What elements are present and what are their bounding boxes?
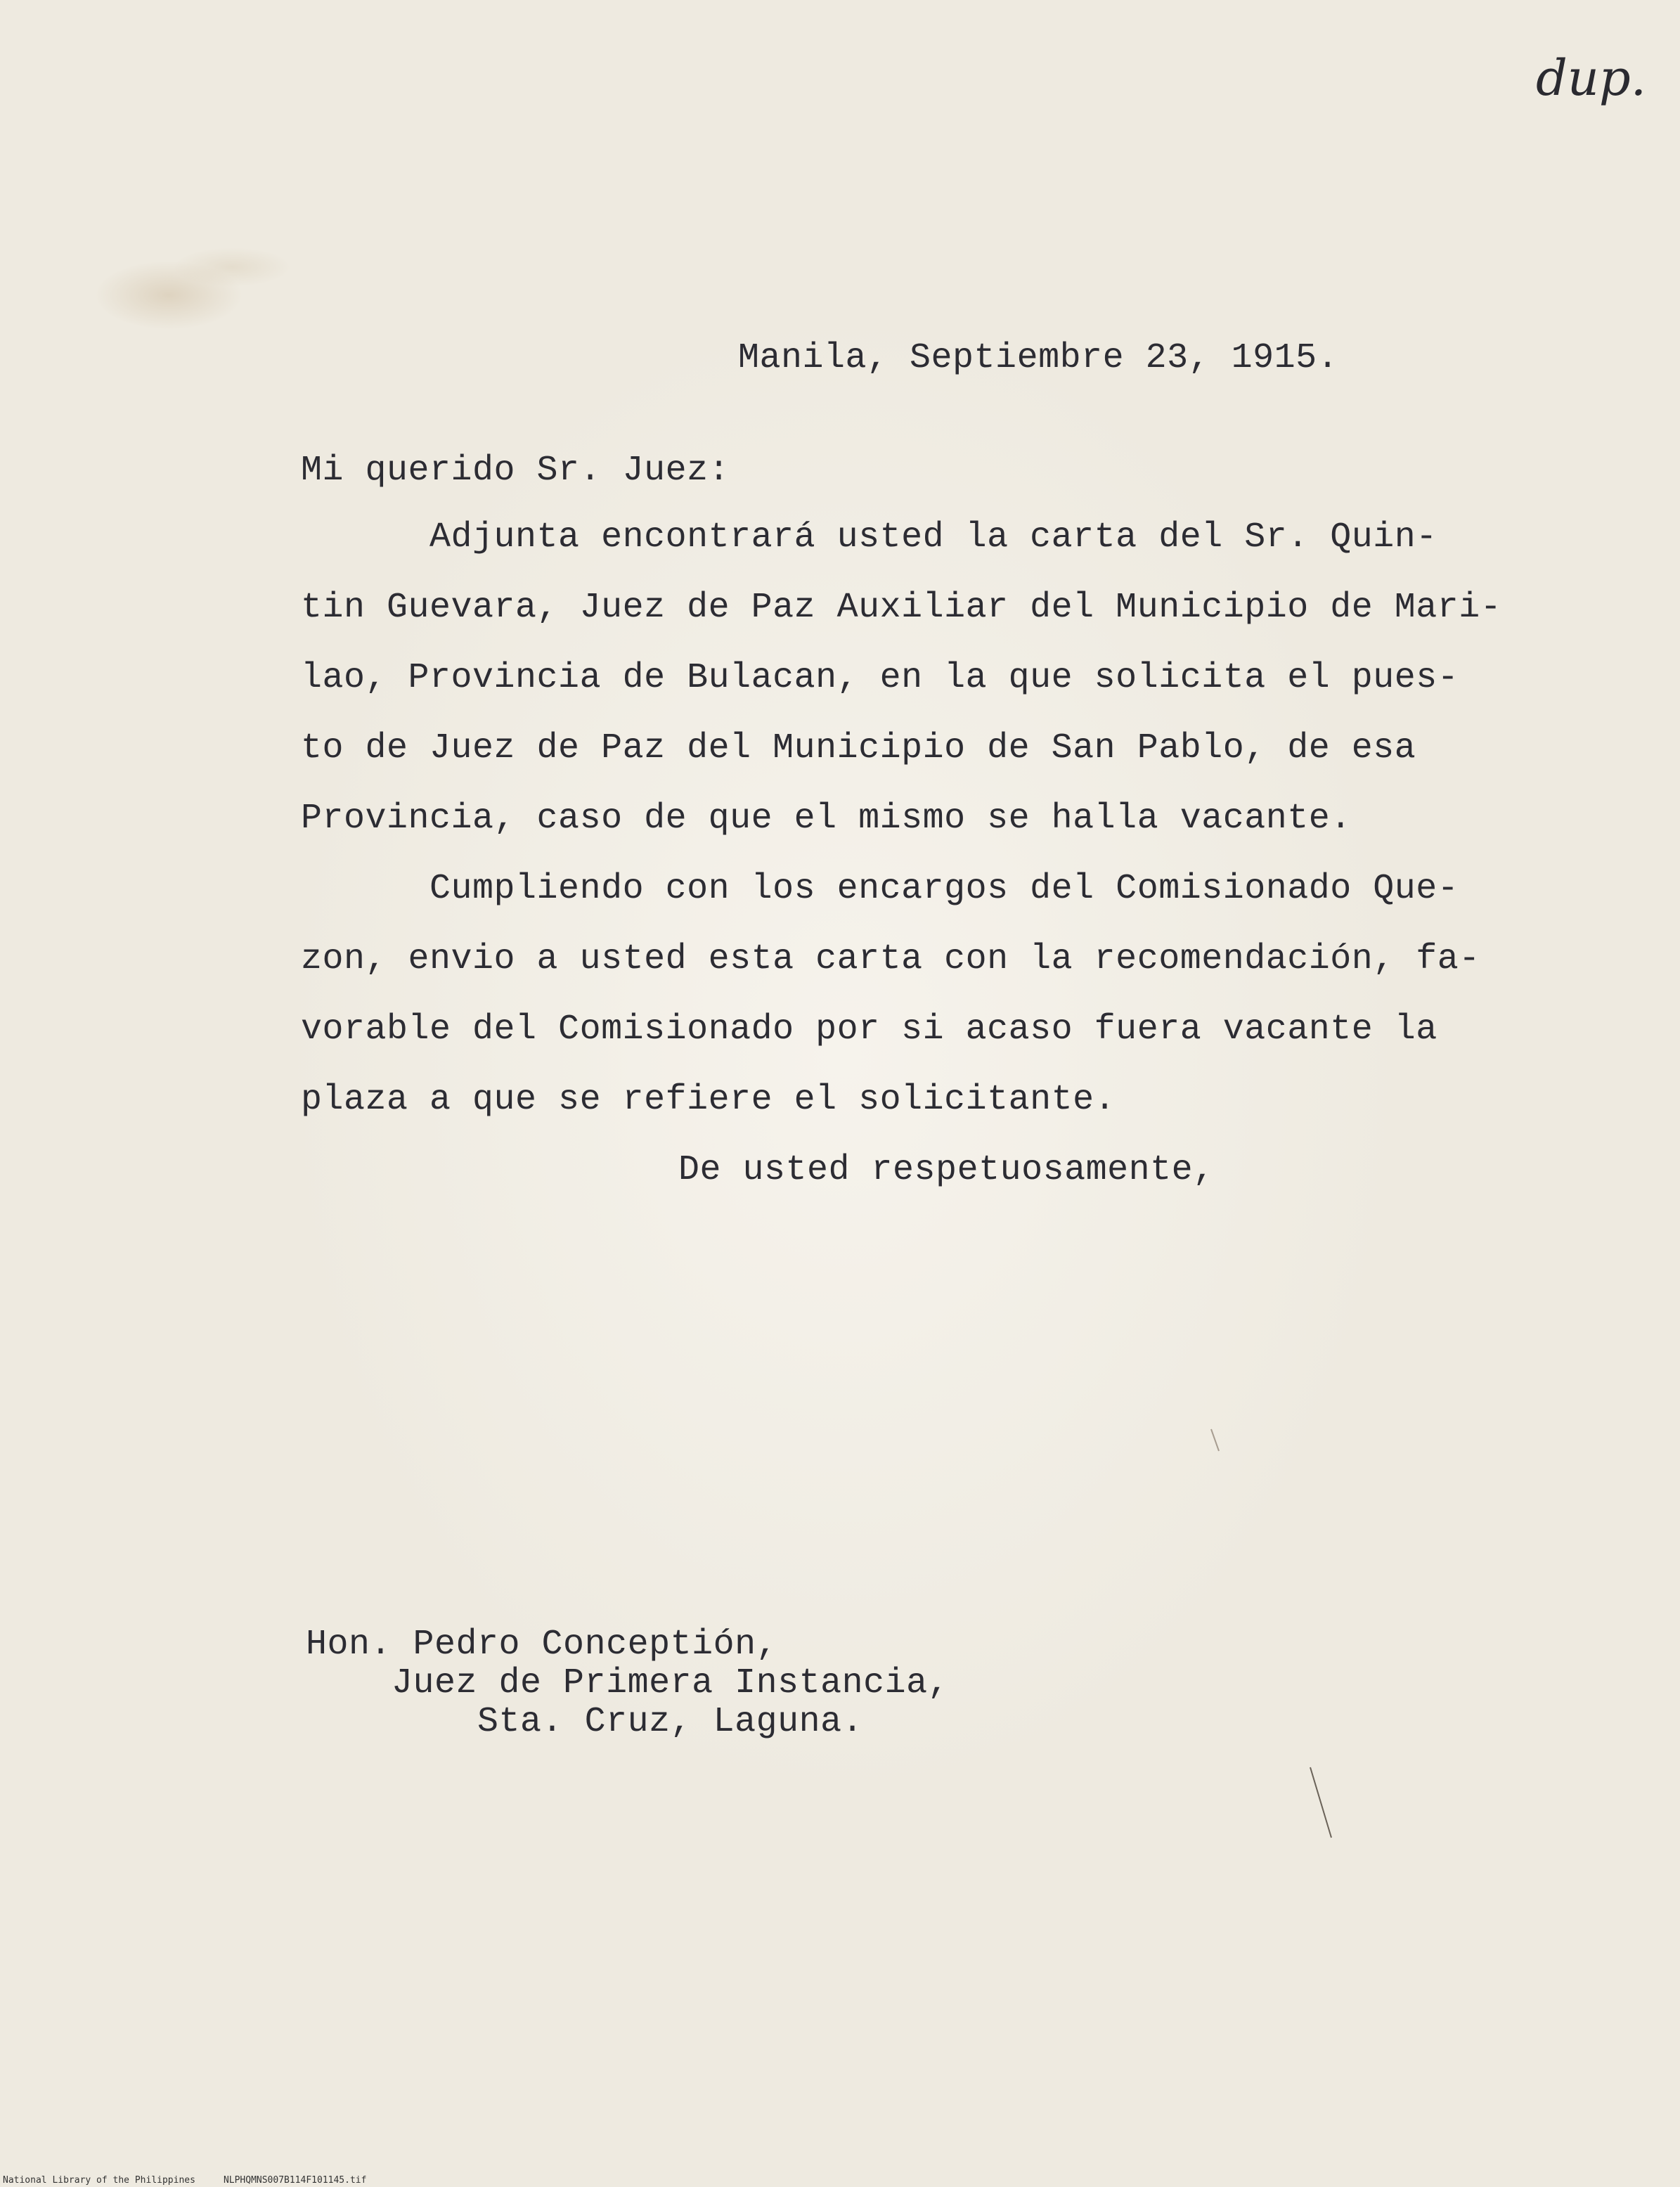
- address-line: Sta. Cruz, Laguna.: [306, 1702, 864, 1742]
- footer-filename: NLPHQMNS007B114F101145.tif: [223, 2175, 367, 2186]
- paragraph-1-line: tin Guevara, Juez de Paz Auxiliar del Municipio de Mari-: [301, 588, 1502, 628]
- letter-date: Manila, Septiembre 23, 1915.: [738, 338, 1339, 378]
- footer-library: National Library of the Philippines: [3, 2175, 195, 2186]
- paragraph-2-line: Cumpliendo con los encargos del Comisionado Que-: [301, 869, 1459, 909]
- paragraph-2-line: vorable del Comisionado por si acaso fuera vacante la: [301, 1009, 1437, 1050]
- address-line: Hon. Pedro Conceptión,: [306, 1625, 778, 1665]
- address-line: Juez de Primera Instancia,: [306, 1663, 950, 1703]
- paragraph-1-line: Adjunta encontrará usted la carta del Sr. Quin-: [301, 517, 1437, 557]
- paragraph-2-line: zon, envio a usted esta carta con la recomendación, fa-: [301, 939, 1480, 979]
- scan-footer: [3, 2175, 394, 2186]
- salutation: Mi querido Sr. Juez:: [301, 451, 730, 491]
- paper-scratch-mark: [1209, 1427, 1223, 1455]
- paragraph-2-line: plaza a que se refiere el solicitante.: [301, 1080, 1116, 1120]
- paper-scratch-mark: [1307, 1765, 1336, 1842]
- paragraph-1-line: to de Juez de Paz del Municipio de San Pablo, de esa: [301, 728, 1416, 768]
- paragraph-1-line: lao, Provincia de Bulacan, en la que solicita el pues-: [301, 658, 1459, 698]
- paragraph-1-line: Provincia, caso de que el mismo se halla vacante.: [301, 799, 1352, 839]
- handwritten-dup-note: dup.: [1536, 49, 1646, 107]
- closing: De usted respetuosamente,: [678, 1150, 1215, 1190]
